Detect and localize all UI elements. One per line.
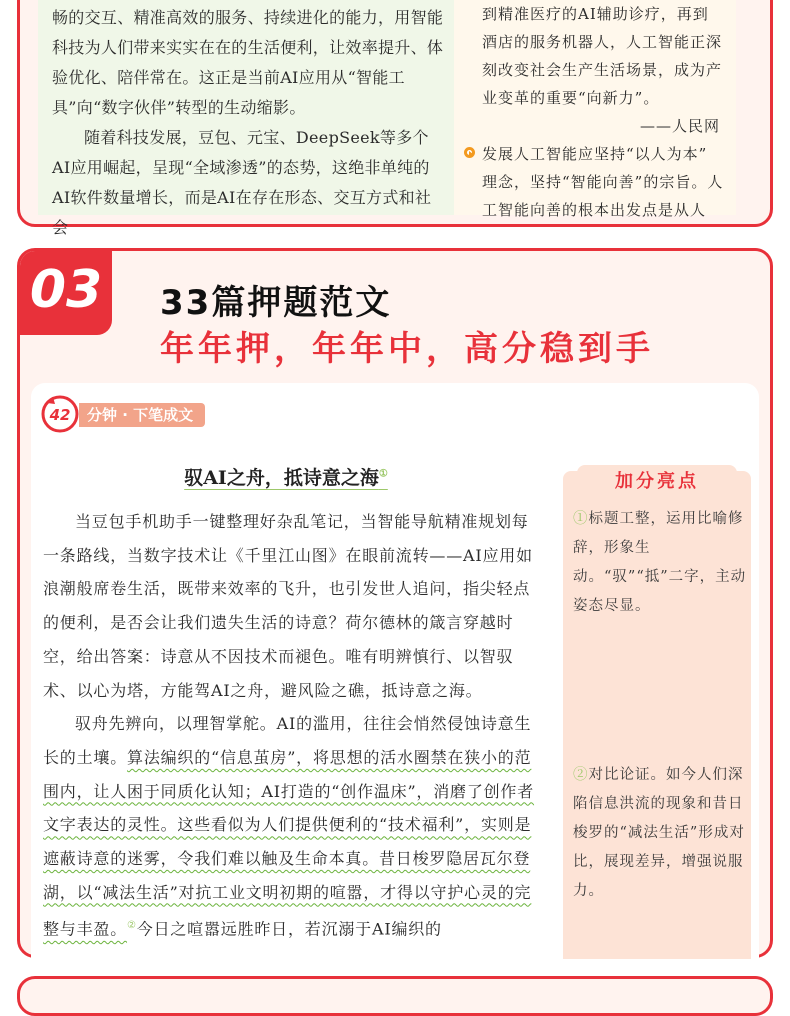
essay-note-marker: ② xyxy=(127,920,137,932)
note-1-text: 标题工整，运用比喻修辞，形象生动。“驭”“抵”二字，主动姿态尽显。 xyxy=(573,511,747,614)
essay-paragraph-1: 当豆包手机助手一键整理好杂乱笔记，当智能导航精准规划每一条路线，当数字技术让《千里江山图》在眼前流转——AI应用如浪潮般席卷生活，既带来效率的飞升，也引发世人追问，指尖轻点的便利，是否会让我们遗失生活的诗意？荷尔德林的箴言穿越时空，给出答案：诗意从不因技术而褪色。唯有明辨慎行、以智驭术、以心为塔，方能驾AI之舟，避风险之礁，抵诗意之海。 xyxy=(43,512,533,700)
note-1 xyxy=(573,505,747,621)
quote-line: 业变革的重要“向新力”。 xyxy=(482,89,660,107)
bullet-line: 工智能向善的根本出发点是从人 xyxy=(482,201,707,219)
essay-paragraph-2-start: 驭舟先辨向，以理智掌舵。AI的滥用，往往会悄然侵蚀诗意生长的土壤。 xyxy=(43,714,532,767)
quote-source: ——人民网 xyxy=(640,117,721,135)
next-section-card xyxy=(17,976,773,1016)
essay-body xyxy=(43,505,543,946)
section-number: 03 xyxy=(29,260,103,320)
section-subtitle: 年年押，年年中，高分稳到手 xyxy=(160,329,654,369)
essay-sheet xyxy=(31,383,759,959)
quote-line: 刻改变社会生产生活场景，成为产 xyxy=(482,61,723,79)
bonus-highlights-panel xyxy=(563,471,751,959)
note-2 xyxy=(573,761,747,906)
timer-label: 分钟 · 下笔成文 xyxy=(79,403,205,427)
section-03-card xyxy=(17,248,773,958)
bullet-arrow-icon xyxy=(464,147,475,158)
section-number-badge xyxy=(20,251,112,335)
bullet-line: 理念，坚持“智能向善”的宗旨。人 xyxy=(482,173,724,191)
section-title: 33篇押题范文 xyxy=(160,283,392,323)
timer-icon xyxy=(41,395,79,433)
essay-title-note-marker: ① xyxy=(378,468,388,480)
essay-title: 驭AI之舟，抵诗意之海 xyxy=(184,467,379,489)
note-1-marker: ① xyxy=(573,511,589,527)
timer-number: 42 xyxy=(49,406,71,424)
bullet-line: 发展人工智能应坚持“以人为本” xyxy=(482,145,708,163)
essay-paragraph-2 xyxy=(43,707,543,946)
bonus-highlights-title: 加分亮点 xyxy=(577,465,737,499)
top-right-panel xyxy=(454,0,736,219)
note-2-marker: ② xyxy=(573,767,589,783)
essay-paragraph-2-end: 今日之喧嚣远胜昨日，若沉溺于AI编织的 xyxy=(136,919,442,939)
top-left-paragraph-2: 随着科技发展，豆包、元宝、DeepSeek等多个AI应用崛起，呈现“全域渗透”的态势，这绝非单纯的AI软件数量增长，而是AI在存在形态、交互方式和社会 xyxy=(52,128,432,237)
top-section-card xyxy=(17,0,773,237)
essay-underlined-passage: 算法编织的“信息茧房”，将思想的活水圈禁在狭小的范围内，让人困于同质化认知；AI打造的“创作温床”，消磨了创作者文字表达的灵性。这些看似为人们提供便利的“技术福利”，实则是遮蔽诗意的迷雾，令我们难以触及生命本真。昔日梭罗隐居瓦尔登湖，以“减法生活”对抗工业文明初期的喧嚣，才得以守护心灵的完整与丰盈。 xyxy=(43,747,535,939)
quote-line: 到精准医疗的AI辅助诊疗，再到 xyxy=(482,5,709,23)
essay-title-row xyxy=(31,463,541,490)
note-2-text: 对比论证。如今人们深陷信息洪流的现象和昔日梭罗的“减法生活”形成对比，展现差异，增强说服力。 xyxy=(573,767,745,899)
top-left-paragraph-1: 畅的交互、精准高效的服务、持续进化的能力，用智能科技为人们带来实实在在的生活便利，让效率提升、体验优化、陪伴常在。这正是当前AI应用从“智能工具”向“数字伙伴”转型的生动缩影。 xyxy=(52,8,444,117)
top-left-panel xyxy=(38,0,456,237)
quote-line: 酒店的服务机器人，人工智能正深 xyxy=(482,33,723,51)
